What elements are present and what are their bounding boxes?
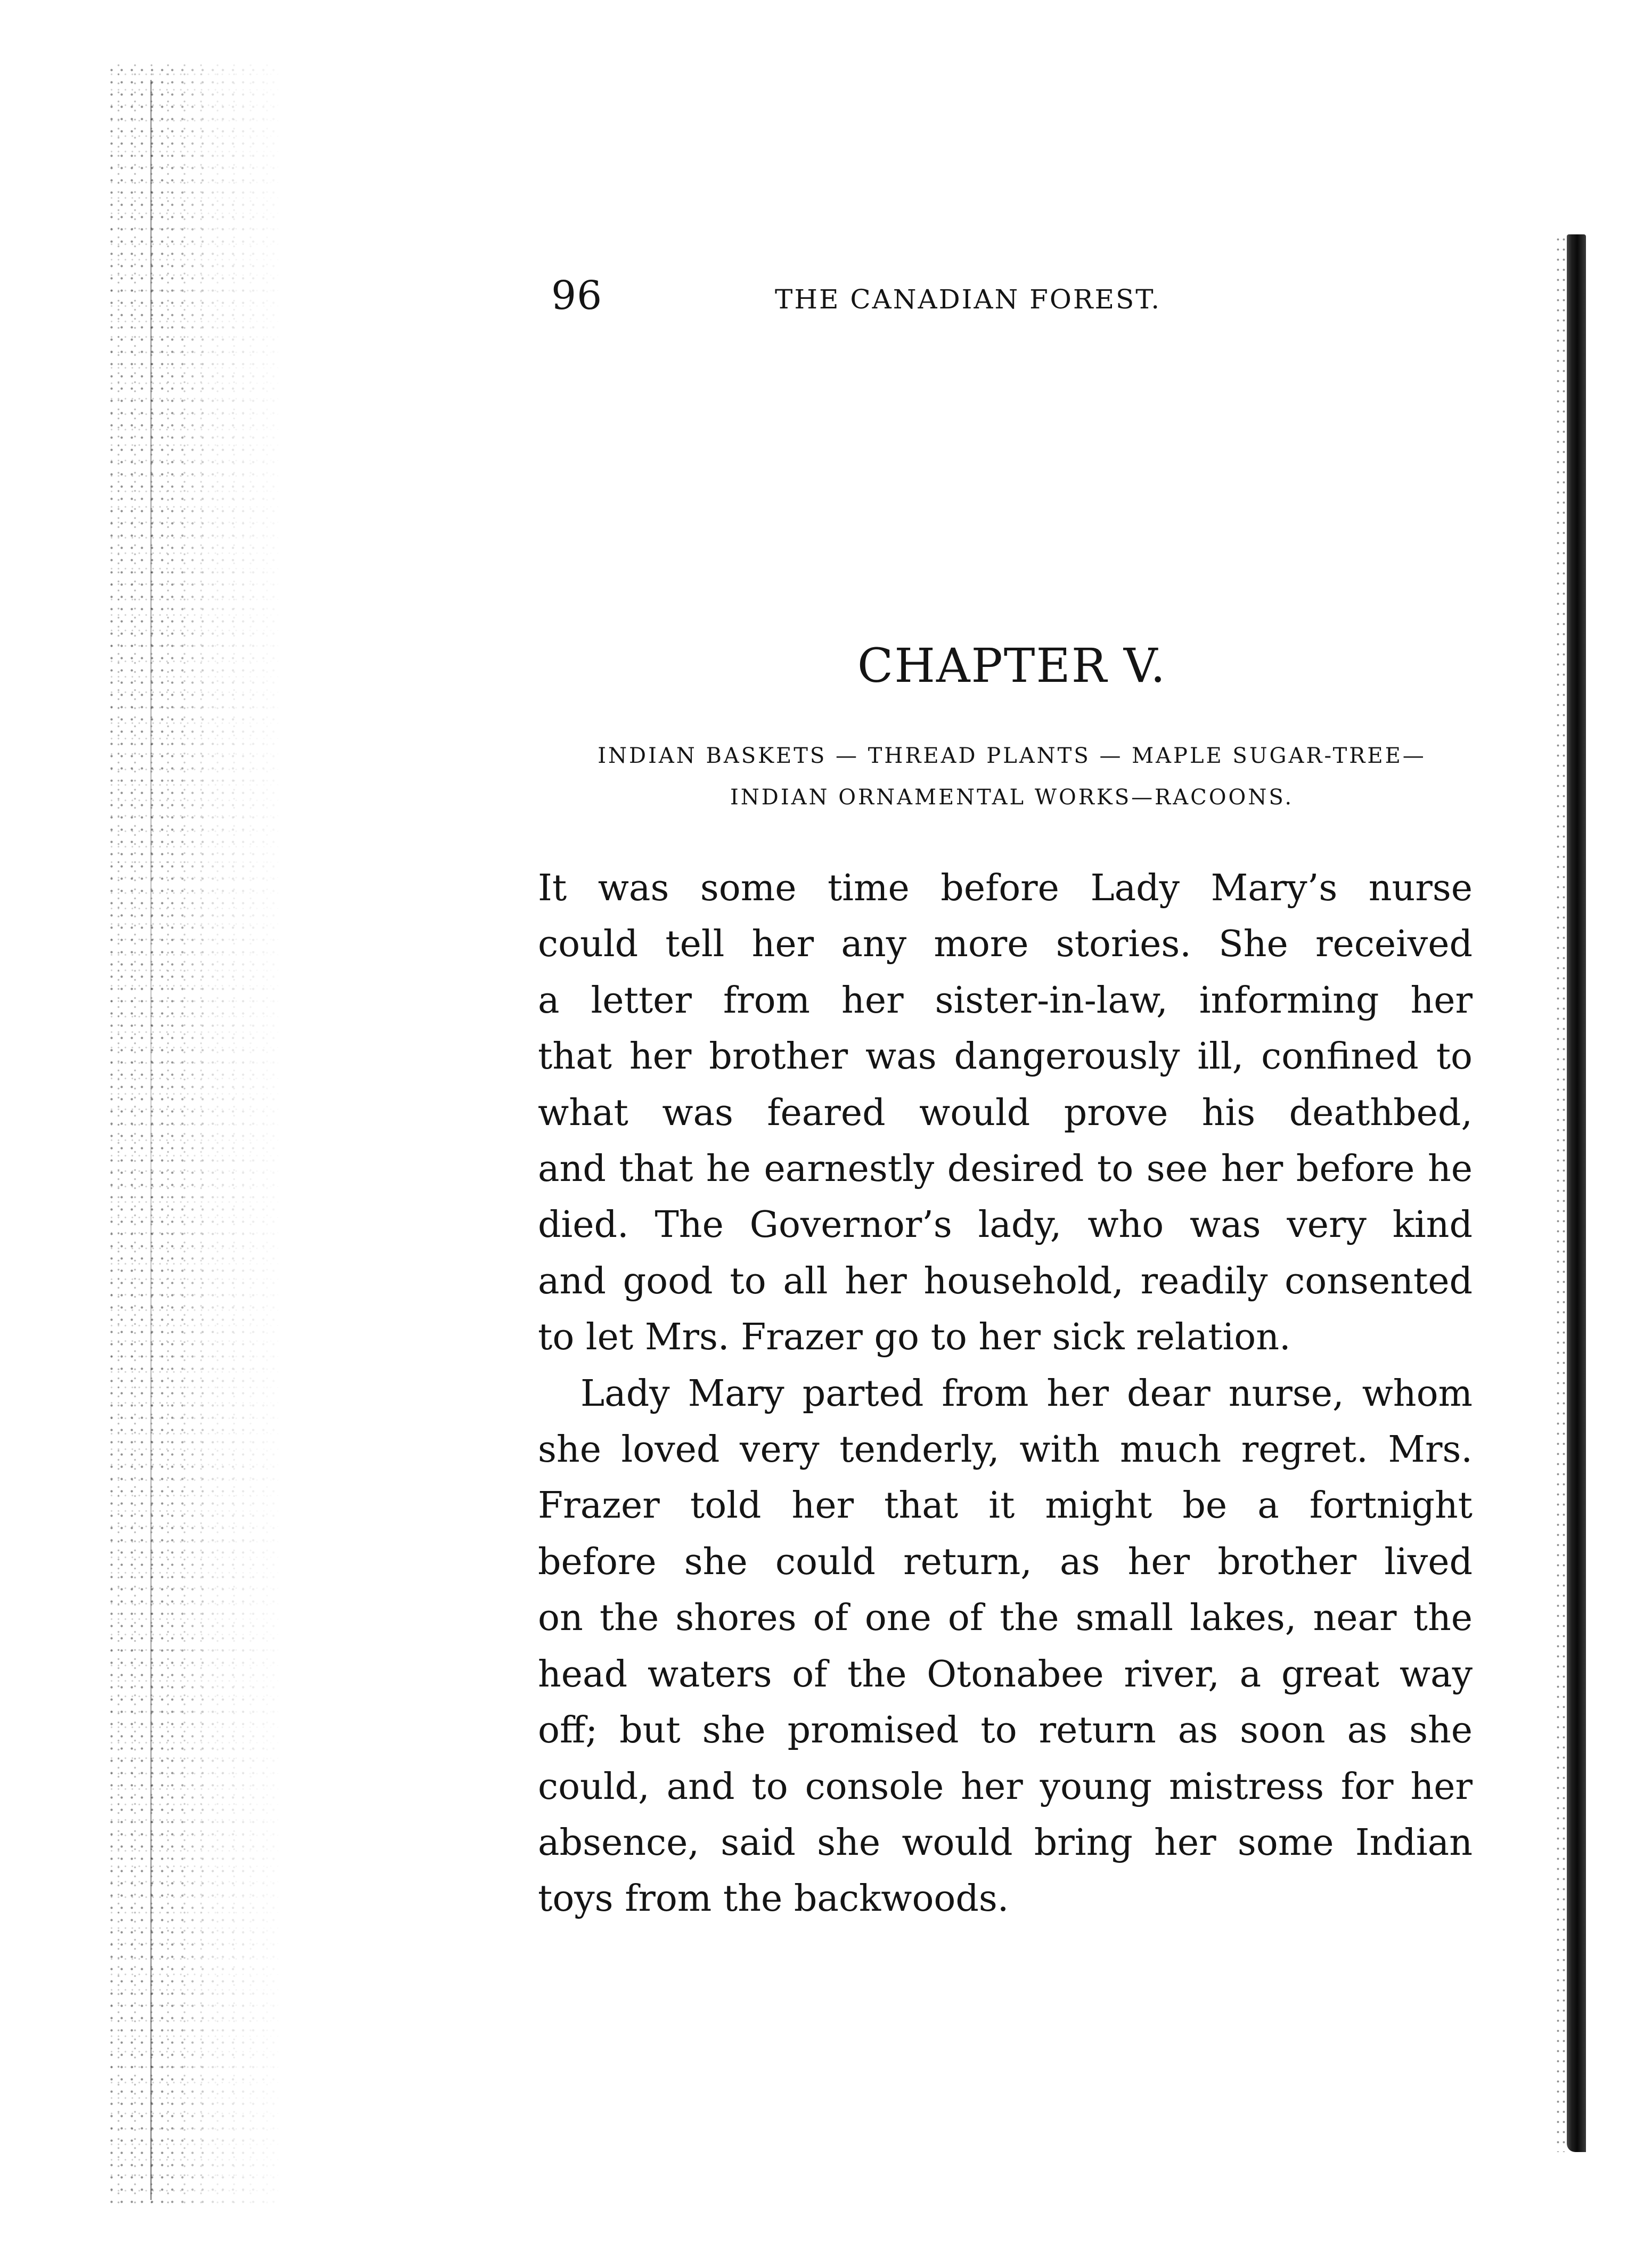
text-line: could tell her any more stories. She received bbox=[538, 923, 1473, 966]
text-line: to let Mrs. Frazer go to her sick relation. bbox=[538, 1316, 1291, 1359]
chapter-summary-line: INDIAN ORNAMENTAL WORKS—RACOONS. bbox=[730, 785, 1294, 810]
text-line: could, and to console her young mistress for her bbox=[538, 1765, 1473, 1808]
text-line: she loved very tenderly, with much regret. Mrs. bbox=[538, 1429, 1473, 1471]
binding-edge-speckle bbox=[1555, 234, 1566, 2152]
text-line: and good to all her household, readily consented bbox=[538, 1260, 1473, 1302]
text-line: that her brother was dangerously ill, confined to bbox=[538, 1036, 1473, 1078]
page-header bbox=[551, 266, 1214, 325]
text-line: Lady Mary parted from her dear nurse, whom bbox=[580, 1372, 1473, 1415]
paragraph-2 bbox=[538, 1366, 1473, 1927]
chapter-summary bbox=[538, 735, 1486, 818]
page-number: 96 bbox=[551, 273, 603, 319]
text-line: head waters of the Otonabee river, a great way bbox=[538, 1653, 1473, 1696]
text-line: toys from the backwoods. bbox=[538, 1878, 1009, 1920]
text-line: a letter from her sister-in-law, informing her bbox=[538, 979, 1473, 1022]
chapter-summary-line: INDIAN BASKETS — THREAD PLANTS — MAPLE SUGAR-TREE— bbox=[598, 744, 1426, 768]
text-line: Frazer told her that it might be a fortnight bbox=[538, 1485, 1473, 1527]
scan-gutter-line bbox=[150, 80, 152, 2200]
body-text bbox=[538, 860, 1473, 1927]
text-line: what was feared would prove his deathbed, bbox=[538, 1091, 1473, 1134]
scan-gutter-speckle bbox=[107, 64, 282, 2205]
chapter-title: CHAPTER V. bbox=[857, 638, 1167, 693]
paragraph-1 bbox=[538, 860, 1473, 1366]
text-line: It was some time before Lady Mary’s nurse bbox=[538, 867, 1473, 909]
text-line: before she could return, as her brother lived bbox=[538, 1541, 1473, 1583]
page-binding-edge bbox=[1567, 234, 1586, 2152]
text-line: off; but she promised to return as soon as she bbox=[538, 1709, 1473, 1752]
running-head: THE CANADIAN FOREST. bbox=[775, 284, 1162, 315]
text-line: absence, said she would bring her some Indian bbox=[538, 1821, 1473, 1864]
text-line: died. The Governor’s lady, who was very kind bbox=[538, 1204, 1473, 1246]
text-line: and that he earnestly desired to see her before he bbox=[538, 1148, 1473, 1191]
text-line: on the shores of one of the small lakes, near the bbox=[538, 1597, 1473, 1640]
